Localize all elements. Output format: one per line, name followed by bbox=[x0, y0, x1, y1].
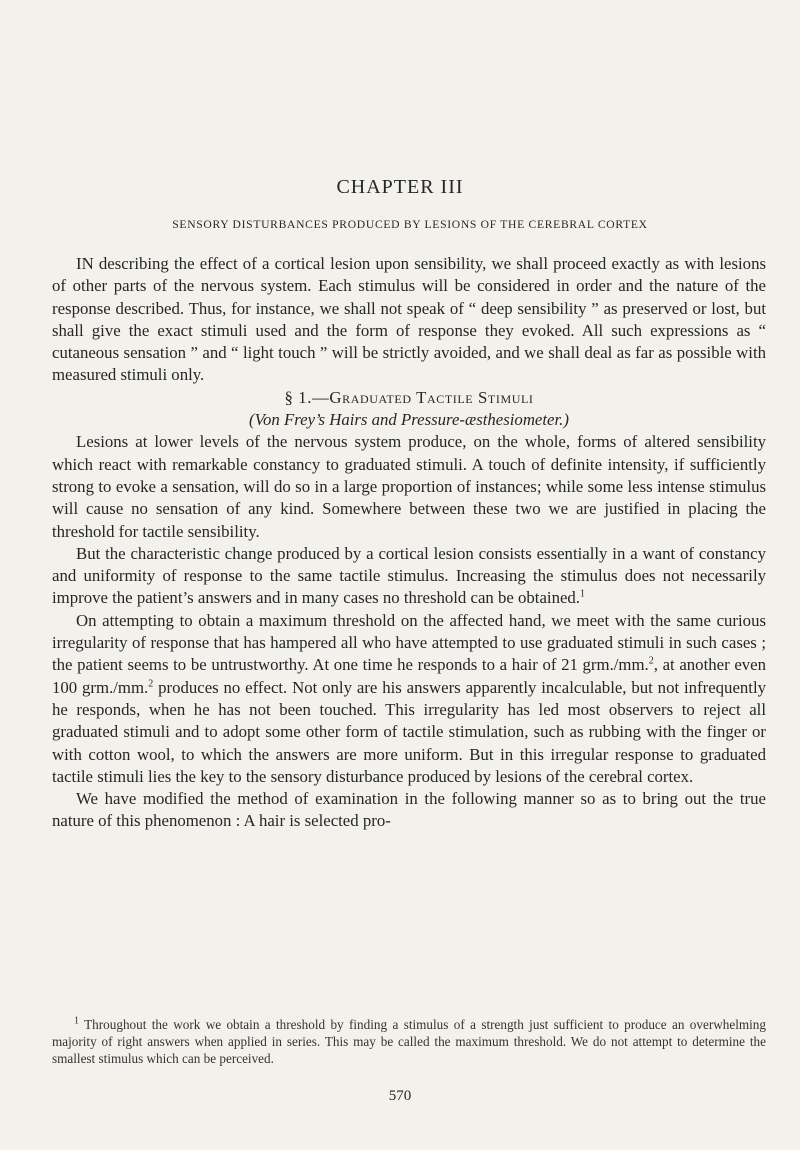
footnote-text: Throughout the work we obtain a threshold by finding a stimulus of a strength just sufficient to produce an overwhelming majority of right answers when applied in series. This may be called the maximum threshold. We do not attempt to determine the smallest stimulus which can be perceived. bbox=[52, 1017, 766, 1066]
chapter-heading: CHAPTER III bbox=[336, 176, 464, 198]
body-text bbox=[52, 253, 766, 833]
superscript-2b: 2 bbox=[148, 678, 154, 690]
page-number: 570 bbox=[388, 1088, 412, 1104]
section-subheading: (Von Frey’s Hairs and Pressure-æsthesiometer.) bbox=[249, 410, 569, 430]
footnote-ref: 1 bbox=[580, 588, 585, 600]
chapter-subtitle: SENSORY DISTURBANCES PRODUCED BY LESIONS OF THE CEREBRAL CORTEX bbox=[172, 218, 648, 231]
paragraph-3-text: But the characteristic change produced by a cortical lesion consists essentially in a want of constancy and uniformity of response to the same tactile stimulus. Increasing the stimulus does not necessarily improve the patient’s answers and in many cases no threshold can be obtained. bbox=[52, 543, 766, 608]
paragraph-4-text-c: produces no effect. Not only are his answers apparently incalculable, but not infrequently he responds, when he has not been touched. This irregularity has led most observers to reject all graduated stimuli and to adopt some other form of tactile stimulation, such as rubbing with the finger or with cotton wool, to which the answers are more uniform. But in this irregular response to graduated tactile stimuli lies the key to the sensory disturbance produced by lesions of the cerebral cortex. bbox=[52, 677, 766, 786]
paragraph-4-text-a: On attempting to obtain a maximum threshold on the affected hand, we meet with the same curious irregularity of response that has hampered all who have attempted to use graduated stimuli in such cases ; the patient seems to be untrustworthy. At one time he responds to a hair of 21 grm./mm. bbox=[52, 610, 766, 675]
footnote-mark: 1 bbox=[74, 1015, 79, 1027]
paragraph-4-text-b: , at another even 100 grm./mm. bbox=[52, 655, 766, 697]
section-title: Graduated Tactile Stimuli bbox=[329, 387, 534, 407]
paragraph-4 bbox=[52, 610, 766, 788]
section-heading bbox=[52, 387, 766, 409]
superscript-2a: 2 bbox=[648, 655, 654, 667]
paragraph-3 bbox=[52, 543, 766, 610]
paragraph-2: Lesions at lower levels of the nervous system produce, on the whole, forms of altered sensibility which react with remarkable constancy to graduated stimuli. A touch of definite intensity, if sufficiently strong to evoke a sensation, will do so in a large proportion of instances; while some less intense stimulus will cause no sensation of any kind. Somewhere between these two we are justified in placing the threshold for tactile sensibility. bbox=[52, 432, 766, 541]
footnote bbox=[52, 1016, 766, 1067]
section-number: § 1.— bbox=[284, 387, 330, 407]
paragraph-5: We have modified the method of examination in the following manner so as to bring out the true nature of this phenomenon : A hair is selected pro- bbox=[52, 789, 766, 831]
paragraph-1: IN describing the effect of a cortical lesion upon sensibility, we shall proceed exactly as with lesions of other parts of the nervous system. Each stimulus will be considered in order and the nature of the response described. Thus, for instance, we shall not speak of “ deep sensibility ” as preserved or lost, but shall give the exact stimuli used and the form of response they evoked. All such expressions as “ cutaneous sensation ” and “ light touch ” will be strictly avoided, and we shall deal as far as possible with measured stimuli only. bbox=[52, 254, 766, 385]
